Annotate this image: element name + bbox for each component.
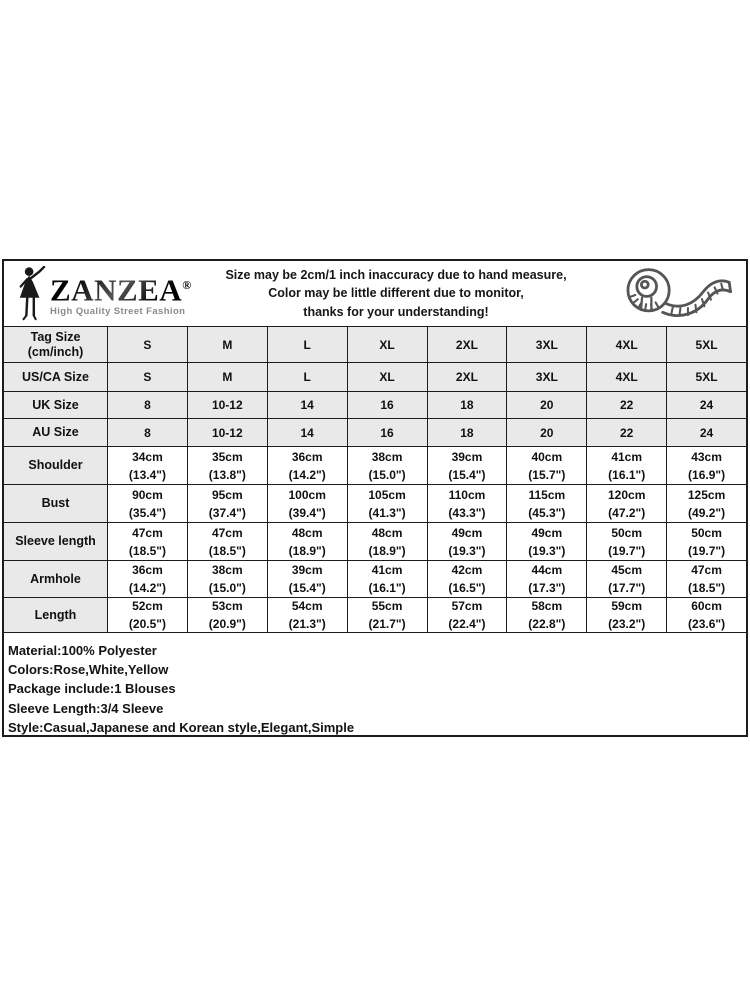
table-cell: 48cm (18.9") xyxy=(348,523,428,561)
table-cell: S xyxy=(108,363,188,392)
column-header-cell: 2XL xyxy=(428,327,508,363)
table-cell: 50cm (19.7") xyxy=(587,523,667,561)
table-row xyxy=(4,523,746,561)
table-cell: 47cm (18.5") xyxy=(108,523,188,561)
table-cell: 44cm (17.3") xyxy=(507,561,587,598)
column-header-cell: L xyxy=(268,327,348,363)
brand-text xyxy=(50,270,191,317)
table-row xyxy=(4,485,746,523)
row-label-cell: Armhole xyxy=(4,561,108,598)
column-header-cell: XL xyxy=(348,327,428,363)
table-cell: 38cm (15.0") xyxy=(348,447,428,485)
notice-line-2: Color may be little different due to monitor, xyxy=(268,286,524,301)
woman-figure-icon xyxy=(14,266,48,322)
column-header-cell: M xyxy=(188,327,268,363)
column-header-cell: 3XL xyxy=(507,327,587,363)
table-cell: 16 xyxy=(348,419,428,447)
table-cell: 8 xyxy=(108,419,188,447)
detail-style: Style:Casual,Japanese and Korean style,Elegant,Simple xyxy=(8,719,355,735)
table-cell: 24 xyxy=(667,419,746,447)
table-cell: 57cm (22.4") xyxy=(428,598,508,633)
detail-package: Package include:1 Blouses xyxy=(8,681,176,697)
table-cell: 41cm (16.1") xyxy=(348,561,428,598)
column-header-cell: S xyxy=(108,327,188,363)
table-cell: 36cm (14.2") xyxy=(268,447,348,485)
table-cell: 34cm (13.4") xyxy=(108,447,188,485)
table-cell: 53cm (20.9") xyxy=(188,598,268,633)
table-cell: 40cm (15.7") xyxy=(507,447,587,485)
table-cell: 22 xyxy=(587,392,667,419)
detail-material: Material:100% Polyester xyxy=(8,643,157,658)
table-cell: 10-12 xyxy=(188,419,268,447)
registered-mark: ® xyxy=(182,277,192,292)
size-table xyxy=(4,327,746,633)
brand-name-line xyxy=(50,270,192,308)
table-cell: 24 xyxy=(667,392,746,419)
table-row xyxy=(4,419,746,447)
brand-tagline: High Quality Street Fashion xyxy=(50,306,186,318)
row-label-cell: Sleeve length xyxy=(4,523,108,561)
product-details xyxy=(4,633,746,737)
row-label-cell: Tag Size (cm/inch) xyxy=(4,327,108,363)
table-cell: 47cm (18.5") xyxy=(667,561,746,598)
table-cell: 41cm (16.1") xyxy=(587,447,667,485)
row-label-cell: UK Size xyxy=(4,392,108,419)
detail-colors: Colors:Rose,White,Yellow xyxy=(8,662,169,678)
table-cell: 48cm (18.9") xyxy=(268,523,348,561)
table-cell: 59cm (23.2") xyxy=(587,598,667,633)
table-cell: 4XL xyxy=(587,363,667,392)
detail-sleeve-length: Sleeve Length:3/4 Sleeve xyxy=(8,700,164,716)
table-cell: 90cm (35.4") xyxy=(108,485,188,523)
tape-icon-wrap xyxy=(598,261,746,326)
table-cell: XL xyxy=(348,363,428,392)
table-cell: 54cm (21.3") xyxy=(268,598,348,633)
table-cell: 105cm (41.3") xyxy=(348,485,428,523)
table-cell: 20 xyxy=(507,392,587,419)
table-cell: 14 xyxy=(268,419,348,447)
table-cell: 2XL xyxy=(428,363,508,392)
table-cell: 120cm (47.2") xyxy=(587,485,667,523)
table-cell: 45cm (17.7") xyxy=(587,561,667,598)
table-cell: 50cm (19.7") xyxy=(667,523,746,561)
table-row xyxy=(4,447,746,485)
table-cell: 38cm (15.0") xyxy=(188,561,268,598)
column-header-cell: 5XL xyxy=(667,327,746,363)
table-cell: 49cm (19.3") xyxy=(507,523,587,561)
table-cell: 95cm (37.4") xyxy=(188,485,268,523)
table-cell: L xyxy=(268,363,348,392)
table-cell: 36cm (14.2") xyxy=(108,561,188,598)
table-cell: 49cm (19.3") xyxy=(428,523,508,561)
table-cell: 3XL xyxy=(507,363,587,392)
table-cell: 110cm (43.3") xyxy=(428,485,508,523)
row-label-cell: Shoulder xyxy=(4,447,108,485)
row-label-cell: US/CA Size xyxy=(4,363,108,392)
measurement-notice xyxy=(194,261,598,326)
size-chart-panel xyxy=(2,259,748,737)
table-cell: 20 xyxy=(507,419,587,447)
table-cell: 42cm (16.5") xyxy=(428,561,508,598)
table-cell: 18 xyxy=(428,392,508,419)
row-label-cell: AU Size xyxy=(4,419,108,447)
table-cell: 43cm (16.9") xyxy=(667,447,746,485)
table-row xyxy=(4,598,746,633)
brand-logo xyxy=(4,261,194,326)
table-cell: 60cm (23.6") xyxy=(667,598,746,633)
table-cell: 115cm (45.3") xyxy=(507,485,587,523)
table-cell: 39cm (15.4") xyxy=(268,561,348,598)
table-cell: 16 xyxy=(348,392,428,419)
table-cell: 35cm (13.8") xyxy=(188,447,268,485)
table-cell: 10-12 xyxy=(188,392,268,419)
table-cell: 58cm (22.8") xyxy=(507,598,587,633)
table-cell: 125cm (49.2") xyxy=(667,485,746,523)
table-cell: 22 xyxy=(587,419,667,447)
measuring-tape-icon xyxy=(609,264,735,324)
table-cell: 55cm (21.7") xyxy=(348,598,428,633)
table-cell: 14 xyxy=(268,392,348,419)
brand-name: ZANZEA xyxy=(50,272,183,308)
table-header-row xyxy=(4,327,746,363)
table-row xyxy=(4,392,746,419)
notice-line-1: Size may be 2cm/1 inch inaccuracy due to hand measure, xyxy=(225,267,567,282)
column-header-cell: 4XL xyxy=(587,327,667,363)
panel-header xyxy=(4,261,746,327)
table-cell: 100cm (39.4") xyxy=(268,485,348,523)
table-cell: 8 xyxy=(108,392,188,419)
notice-line-3: thanks for your understanding! xyxy=(303,304,489,319)
table-cell: 39cm (15.4") xyxy=(428,447,508,485)
row-label-cell: Length xyxy=(4,598,108,633)
table-row xyxy=(4,363,746,392)
table-cell: 52cm (20.5") xyxy=(108,598,188,633)
table-cell: 18 xyxy=(428,419,508,447)
table-row xyxy=(4,561,746,598)
table-cell: 5XL xyxy=(667,363,746,392)
table-cell: M xyxy=(188,363,268,392)
row-label-cell: Bust xyxy=(4,485,108,523)
table-cell: 47cm (18.5") xyxy=(188,523,268,561)
